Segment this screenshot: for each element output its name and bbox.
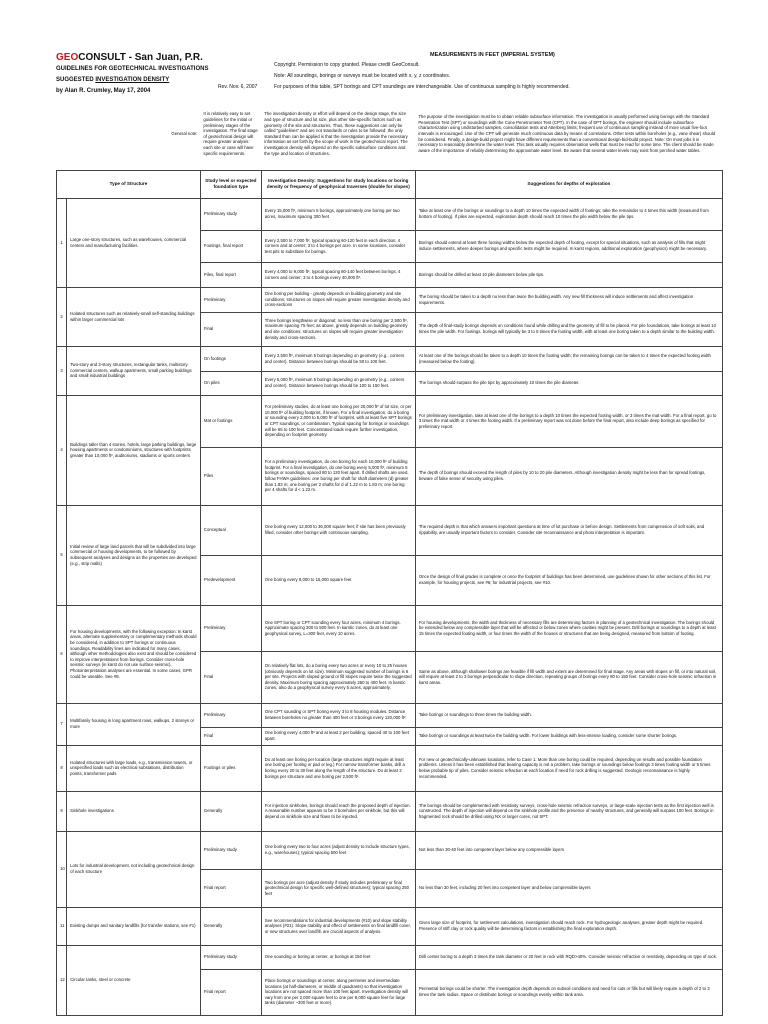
investigation-density: Every 2,500 to 7,000 ft², typical spacing 60-120 feet in each direction, 4 corners and at center; 3 to 4 borings per acre. In some locations, consider test pits to substitute for borings. xyxy=(261,230,415,262)
column-header-density: Investigation Density: Suggestions for study locations or boring density or frequency of geophysical traverses (double for slopes) xyxy=(261,170,415,198)
study-level: Preliminary xyxy=(200,703,261,727)
exploration-depth: The depth of final-study borings depends on conditions found while drilling and the geometry of fill to be placed. For pile foundations, take borings at least 10 times the pile width. For footings, borings will typically be 3 to 5 times the footing width, with at least one boring taken to a depth similar to the building width. xyxy=(415,312,722,346)
structure-type: Existing dumps and sanitary landfills (for transfer stations, see #1) xyxy=(67,907,201,945)
column-header-row xyxy=(57,170,723,198)
investigation-density: Place borings or soundings at center, along perimeter and intermediate locations (at half-diameters, or middle of quadrants) so that investigation locations are not spaced more than 100 feet apart. Investigation density will vary from one per 2,000 square feet to one per 8,000 square feet for large tanks (diameter ~300 feet or more). xyxy=(261,969,415,1015)
row-number: 10 xyxy=(57,831,67,907)
exploration-depth: Borings should be drilled at least 10 pile diameters below pile tips. xyxy=(415,262,722,287)
exploration-depth: At least one of the borings should be taken to a depth 10 times the footing width; the remaining borings can be taken to 4 times the expected footing width (measured below the footing). xyxy=(415,346,722,371)
structure-type: Lots for industrial development, not including geotechnical design of each structure xyxy=(67,831,201,907)
general-note-stage: It is relatively easy to set guidelines for the initial or preliminary stages of the investigation. The final stage of geotechnical design will require greater analysis: each site or case will have specific requirements. xyxy=(203,111,258,156)
brand-geo: GEO xyxy=(56,52,79,63)
investigation-density: Every 2,500 ft², minimum 5 borings depending on geometry (e.g., corners and center). Distance between borings should be 50 to 100 feet. xyxy=(261,346,415,371)
table-row xyxy=(57,945,723,969)
row-number: 6 xyxy=(57,605,67,703)
measurements-note: MEASUREMENTS IN FEET (IMPERIAL SYSTEM) xyxy=(430,52,555,58)
exploration-depth: Drill center boring to a depth 3 times the tank diameter or 20 feet in rock with RQD>40%. Consider seismic refraction or resistivity, depending on type of rock. xyxy=(415,945,722,969)
table-row xyxy=(57,605,723,651)
exploration-depth: For housing developments, the width and thickness of necessary fills are determining factors in planning of a geotechnical investigation. The borings should be extended below any compressible layer that will be affected or below zones where cavities might be present. Drill borings or soundings to a depth at least 15 times the expected footing width, or four times the width of the houses or structures that are being designed, measured from bottom of footing. xyxy=(415,605,722,651)
row-number: 4 xyxy=(57,395,67,505)
investigation-density: Do at least one boring per location (large structures might require at least one boring per footing or pad or leg.) For narrow transformer banks, drill a boring every 20 to 30 feet along the length of the structure. Do at least 2 borings per structure and one boring per 2,500 ft². xyxy=(261,745,415,791)
structure-type: Multifamily housing in long apartment rows, walkups, 2 storeys or more xyxy=(67,703,201,745)
exploration-depth: Same as above, although shallower borings are feasible if fill width and extent are determined for final stage. Any areas with slopes on fill, or into natural soil, will require at least 2 to 3 borings perpendicular to slope direction, repeating groups of borings every 80 to 150 feet. Consider cross-hole seismic refraction in karst areas. xyxy=(415,651,722,703)
structure-type: Buildings taller than 4 stories, hotels, large parking buildings, large housing apartments or condominiums, structures with footprints greater than 10,000 ft², auditoriums, stadiums or sports centers xyxy=(67,395,201,505)
investigation-density: See recommendations for industrial developments (#10) and slope stability analyses (#21). Slope stability and effect of settlements on final landfill cover, or new structures over landfill, are crucial aspects of analysis. xyxy=(261,907,415,945)
study-level: Preliminary study xyxy=(200,831,261,869)
structure-type: Initial review of large land parcels that will be subdivided into large commercial or housing developments, to be followed by subsequent analyses and designs as the properties are developed (e.g., strip malls) xyxy=(67,505,201,605)
general-note-label: General note: xyxy=(171,130,198,136)
exploration-depth: For new or geotechnically-unknown locations, refer to Case 1. More than one boring could be required, depending on results and possible foundation problems. Unless it has been established that bearing capacity is not a problem, take borings or soundings below footings 3 times footing width or 5 times below probable tip of piles. Consider seismic refraction at each location if need for rock drilling is suggested. Geologic reconnaissance is highly recommended. xyxy=(415,745,722,791)
structure-type: Isolated structures with large loads, e.g., transmission towers, or unspecified loads such as electrical substations, distribution points, transformer pads xyxy=(67,745,201,791)
exploration-depth: The borings should surpass the pile tips by approximately 10 times the pile diameter. xyxy=(415,371,722,395)
exploration-depth: Perimetral borings could be shorter. The investigation depth depends on subsoil conditions and need for cuts or fills but will likely require a depth of 2 to 3 times the tank radius. Space or distribute borings or soundings evenly within tank area. xyxy=(415,969,722,1015)
study-level: Preliminary study xyxy=(200,945,261,969)
investigation-density: Every 5,000 ft², minimum 5 borings depending on geometry (e.g., corners and center). Distance between borings should be 100 to 150 feet. xyxy=(261,371,415,395)
table-row xyxy=(57,346,723,371)
revision-date: Rev. Nov. 6, 2007 xyxy=(218,84,258,90)
exploration-depth: For preliminary investigation, take at least one of the borings to a depth 10 times the expected footing width, or 3 times the mat width. For a final report, go to 3 times the mat width or 4 times the footing width. If a preliminary report was not done before the final report, also include deep borings as specified for preliminary report. xyxy=(415,395,722,447)
exploration-depth: Take borings or soundings to three times the building width. xyxy=(415,703,722,727)
row-number: 5 xyxy=(57,505,67,605)
study-level: Generally xyxy=(200,791,261,831)
study-level: Final report xyxy=(200,869,261,907)
structure-type: Circular tanks, steel or concrete xyxy=(67,945,201,1015)
investigation-density: Three borings lengthwise or diagonal; no less than one boring per 2,500 ft², maximum spacing 75 feet; as above, greatly depends on building geometry and site conditions; structures on slopes will require greater investigation density and cross-sections. xyxy=(261,312,415,346)
exploration-depth: The boring should be taken to a depth no less than twice the building width. Any new fill thickness will induce settlements and affect investigation requirements. xyxy=(415,287,722,312)
row-number: 3 xyxy=(57,346,67,395)
study-level: Conceptual xyxy=(200,505,261,555)
exploration-depth: No less than 30 feet, including 20 feet into competent layer and below compressible layers xyxy=(415,869,722,907)
exploration-depth: The required depth is that which answers important questions at time of lot purchase or before design. Settlements from compression of soft soils, and rippability, are usually important factors to consider. Consider site reconnaissance and photo interpretation is important. xyxy=(415,505,722,555)
author-line: by Alan R. Crumley, May 17, 2004 xyxy=(56,88,151,94)
study-level: Mat or footings xyxy=(200,395,261,447)
investigation-density: One boring every 12,000 to 36,000 square feet; if site has been previously filled, consider other borings with continuous sampling. xyxy=(261,505,415,555)
document-title: GUIDELINES FOR GEOTECHNICAL INVESTIGATIONS xyxy=(56,66,209,72)
study-level: Final xyxy=(200,651,261,703)
table-row xyxy=(57,198,723,230)
exploration-depth: The borings should be complemented with resistivity surveys, cross-hole seismic refraction surveys, or large-scale injection tests as the first injection well is constructed. The depth of injection will depend on the sinkhole profile and the presence of nearby structures, and generally will surpass 100 feet. Borings in fragmented rock should be drilled using NX or larger cores, not SPT. xyxy=(415,791,722,831)
study-level: Preliminary xyxy=(200,287,261,312)
table-row xyxy=(57,287,723,312)
structure-type: Sinkhole investigations xyxy=(67,791,201,831)
table-row xyxy=(57,831,723,869)
investigation-density: One boring every 8,000 to 16,000 square feet xyxy=(261,555,415,605)
row-number: 11 xyxy=(57,907,67,945)
investigation-density: On relatively flat lots, do a boring every two acres or every 10 to 25 houses (obviously depends on lot size). Minimum suggested number of borings is 6 per site. Projects with sloped ground or fill slopes require twice the suggested density. Maximum boring spacing approximately 250 to 400 feet. In karstic zones, also do a geophysical survey every 5 acres, approximately. xyxy=(261,651,415,703)
exploration-depth: Borings should extend at least three footing widths below the expected depth of footing, except for special situations, such as analysis of fills that might induce settlements, where deeper borings and specific tests might be required. In karst regions, additional exploration (geophysics) might be necessary. xyxy=(415,230,722,262)
exploration-depth: Not less than 30-40 feet into competent layer below any compressible layers xyxy=(415,831,722,869)
study-level: Final xyxy=(200,312,261,346)
investigation-density: Every 15,000 ft², minimum 5 borings, approximately one boring per two acres, maximum spacing 300 feet xyxy=(261,198,415,230)
investigation-density: One boring every 4,000 ft² and at least 2 per building, spaced 40 to 100 feet apart. xyxy=(261,727,415,745)
study-level: Piles xyxy=(200,447,261,505)
investigation-density: For preliminary studies, do at least one boring per 20,000 ft² of lot size, or per 10,000 ft² of building footprint, if known. For a final investigation, do a boring or sounding every 2,000 to 5,000 ft² of footprint, with at least five SPT borings or CPT soundings, or combination. Typical spacing for borings or soundings will be 65 to 100 feet. Concentrated loads require further investigation, depending on footprint geometry. xyxy=(261,395,415,447)
row-number: 12 xyxy=(57,945,67,1015)
study-level: Preliminary xyxy=(200,605,261,651)
exploration-depth: Given large size of footprint, for settlement calculations, investigation should reach rock. For hydrogeologic analyses, greater depth might be required. Presence of stiff clay or rock quality will be determining factors in establishing the final exploration depth. xyxy=(415,907,722,945)
investigation-density: One SPT boring or CPT sounding every four acres, minimum 4 borings. Approximate spacing 300 to 500 feet. In karstic zones, do at least one geophysical survey, L=300 feet, every 10 acres. xyxy=(261,605,415,651)
table-row xyxy=(57,791,723,831)
spt-cpt-note: For purposes of this table, SPT borings and CPT soundings are interchangeable. Use of continuous sampling is highly recommended. xyxy=(274,84,570,90)
exploration-depth: The depth of borings should exceed the length of piles by 10 to 20 pile diameters. Although investigation density might be less than for spread footings, beware of false sense of security using piles. xyxy=(415,447,722,505)
study-level: On footings xyxy=(200,346,261,371)
structure-type: Large one-story structures, such as warehouses, commercial centers and manufacturing facilities xyxy=(67,198,201,287)
study-level: Generally xyxy=(200,907,261,945)
coordinates-note: Note: All soundings, borings or surveys must be located with x, y, z coordinates. xyxy=(274,73,451,79)
row-number: 1 xyxy=(57,198,67,287)
study-level: Footings, final report xyxy=(200,230,261,262)
study-level: Footings or piles xyxy=(200,745,261,791)
column-header-study: Study level or expected foundation type xyxy=(200,170,261,198)
investigation-density: Every 4,000 to 9,000 ft², typical spacing 80-140 feet between borings, 4 corners and center; 3 to 4 borings every 40,000 ft². xyxy=(261,262,415,287)
guidelines-table xyxy=(56,98,723,1016)
row-number: 9 xyxy=(57,791,67,831)
copyright-note: Copyright. Permission to copy granted. Please credit GeoConsult. xyxy=(274,62,420,68)
general-note-purpose: The purpose of the investigation must be to obtain reliable subsurface information. The investigation is usually performed using borings with the Standard Penetration Test (SPT) or soundings with the Cone Penetrometer Test (CPT). In the case of SPT borings, the engineer should include subsurface characterization using undisturbed samples, consolidation tests and Atterberg limits; frequent use of continuous sampling instead of more usual five-foot intervals is encouraged. Use of the CPT will generate much continuous data by means of correlations. Other tests within boreholes (e.g., vane shear) should be considered. Finally, a design-build project might have different requirements than a conventional design-bid-build project. Note: On most jobs it is necessary to reasonably determine the water level. This task usually requires observation wells that must be read for some time. The client should be made aware of the importance of reliably determining the approximate water level. Be aware that several water levels may exist from perched water tables. xyxy=(418,114,716,153)
row-number: 8 xyxy=(57,745,67,791)
brand-rest: CONSULT - San Juan, P.R. xyxy=(78,52,203,63)
row-number: 7 xyxy=(57,703,67,745)
exploration-depth: Take at least one of the borings or soundings to a depth 10 times the expected width of footings; take the remainder to 4 times this width (measured from bottom of footing). If piles are expected, exploration depth should reach 10 times the pile width below the pile tips. xyxy=(415,198,722,230)
structure-type: For housing developments, with the following exception: In karst areas, alternate supplementary or complementary methods should be considered, in addition to SPT borings or continuous soundings. Readability lines are indicated for many cases, although other methodologies also exist and should be considered to improve interpretations from borings. Consider cross-hole seismic surveys (in karst do not use surface seismic). Photointerpretation analyses are essential. In some cases, GPR could be useable. See #8. xyxy=(67,605,201,703)
study-level: Predevelopment xyxy=(200,555,261,605)
study-level: On piles xyxy=(200,371,261,395)
investigation-density: One CPT sounding or SPT boring every 3 to 8 housing modules. Distance between boreholes no greater than 400 feet or 3 borings every 120,000 ft². xyxy=(261,703,415,727)
exploration-depth: Once the design of final grades is complete or once the footprint of buildings has been determined, use guidelines shown for other sections of this list. For example, for housing projects, see #6; for industrial projects, see #10. xyxy=(415,555,722,605)
study-level: Piles, final report xyxy=(200,262,261,287)
study-level: Final xyxy=(200,727,261,745)
investigation-density: One boring per building - greatly depends on building geometry and site conditions; structures on slopes will require greater investigation density and cross-sections xyxy=(261,287,415,312)
table-row xyxy=(57,703,723,727)
table-row xyxy=(57,745,723,791)
general-note-density: The investigation density or effort will depend on the design stage, the size and type of structure and lot size, plus other site-specific factors such as geometry of the site and structures. Thus, these suggestions can only be called "guidelines" and are not standards or rules to be followed: the only standard than can be applied is that the investigation provide the necessary information as set forth by the scope of work in the geotechnical report. The investigation density will depend on the specific subsurface conditions and the type and location of structures. xyxy=(264,111,408,156)
investigation-density: One sounding or boring at center, or borings at 150 feet xyxy=(261,945,415,969)
table-row xyxy=(57,395,723,447)
table-row xyxy=(57,907,723,945)
investigation-density: Two borings per acre (adjust density if study includes preliminary or final geotechnical design for specific well-defined structures); typical spacing 250 feet xyxy=(261,869,415,907)
structure-type: Two-story and 3-story structures, rectangular tanks, multistory commercial centers, walkup apartments, small parking buildings and small industrial buildings xyxy=(67,346,201,395)
study-level: Preliminary study xyxy=(200,198,261,230)
general-note-row xyxy=(57,98,723,170)
investigation-density: One boring every two to four acres (adjust density to include structure types, e.g., warehouses); typical spacing 500 feet xyxy=(261,831,415,869)
column-header-type: Type of Structure xyxy=(57,170,201,198)
structure-type: Isolated structures such as relatively-small self-standing buildings within larger commercial lots xyxy=(67,287,201,346)
row-number: 2 xyxy=(57,287,67,346)
investigation-density: For a preliminary investigation, do one boring for each 10,000 ft² of building footprint. For a final investigation, do one boring every 5,000 ft², minimum 5 borings or soundings, spaced 80 to 120 feet apart. If drilled shafts are used, follow FHWA guidelines: one boring per shaft for shaft diameters (d) greater than 1.83 m; one boring per 2 shafts for d of 1.22 m to 1.83 m; one boring per 4 shafts for d < 1.22 m. xyxy=(261,447,415,505)
investigation-density: For injection sinkholes, borings should reach the proposed depth of injection. A reasonable number appears to be 3 boreholes per sinkhole, but this will depend on sinkhole size and flows to be injected. xyxy=(261,791,415,831)
subtitle-underlined: INVESTIGATION DENSITY xyxy=(95,77,170,83)
table-row xyxy=(57,505,723,555)
study-level: Final report xyxy=(200,969,261,1015)
exploration-depth: Take borings or soundings at least twice the building width. For lower buildings with less-intense loading, consider some shorter borings. xyxy=(415,727,722,745)
subtitle-prefix: SUGGESTED xyxy=(56,77,96,83)
column-header-depth: Suggestions for depths of exploration xyxy=(415,170,722,198)
